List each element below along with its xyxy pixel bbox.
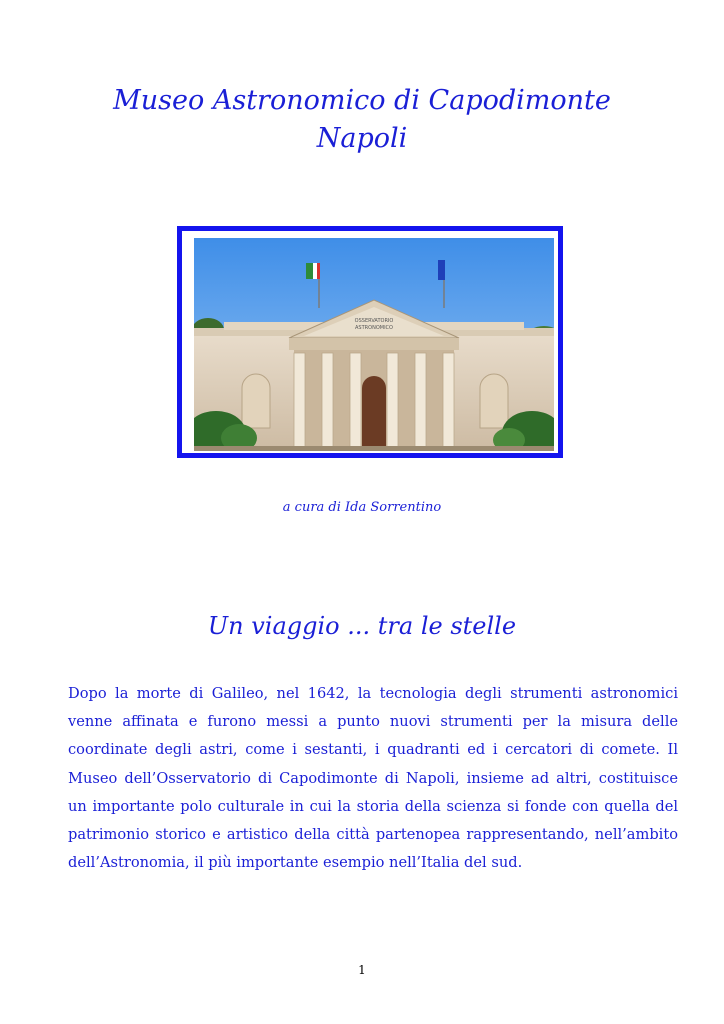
photo-sign-line-1: OSSERVATORIO — [354, 318, 394, 324]
curator-credit: a cura di Ida Sorrentino — [282, 500, 442, 515]
title-line-2: Napoli — [316, 123, 408, 154]
document-title — [0, 82, 724, 158]
page-number: 1 — [358, 963, 366, 977]
observatory-building-image — [194, 238, 554, 451]
museum-photo — [194, 238, 554, 451]
title-line-1: Museo Astronomico di Capodimonte — [113, 85, 611, 116]
museum-photo-frame — [177, 226, 563, 458]
body-paragraph: Dopo la morte di Galileo, nel 1642, la tecnologia degli strumenti astronomici venne affinata e furono messi a punto nuovi strumenti per la misura delle coordinate degli astri, come i sestanti, i quadranti ed i cercatori di comete. Il Museo dell’Osservatorio di Capodimonte di Napoli, insieme ad altri, costituisce un importante polo culturale in cui la storia della scienza si fonde con quella del patrimonio storico e artistico della città partenopea rappresentando, nell’ambito dell’Astronomia, il più importante esempio nell’Italia del sud. — [68, 685, 678, 872]
photo-sign-line-2: ASTRONOMICO — [355, 325, 393, 331]
section-subtitle: Un viaggio ... tra le stelle — [207, 612, 517, 640]
